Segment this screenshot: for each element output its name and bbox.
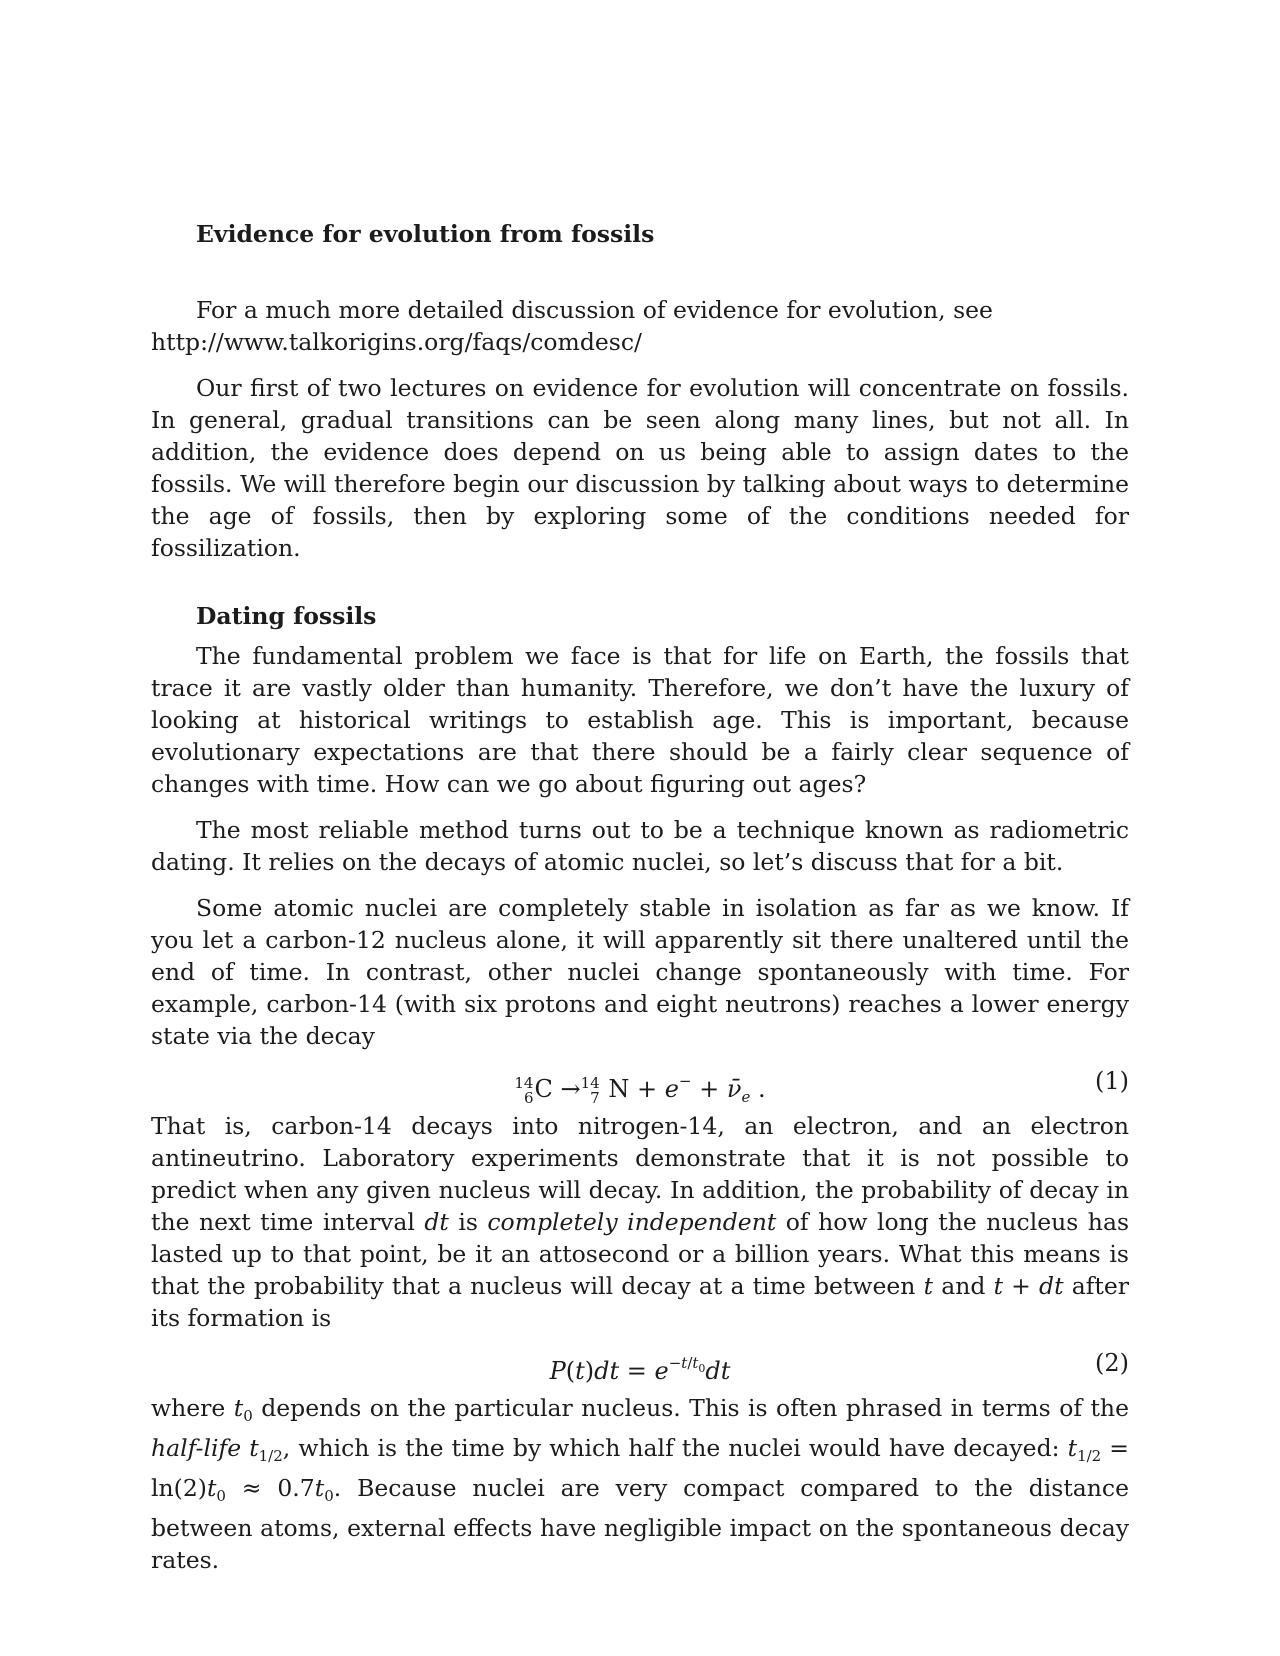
document-body bbox=[151, 218, 1129, 1576]
reference-url: http://www.talkorigins.org/faqs/comdesc/ bbox=[151, 328, 642, 356]
equation-2 bbox=[151, 1342, 1129, 1384]
equation-1-number: (1) bbox=[1095, 1067, 1129, 1095]
probability-equation: $P(t)dt = e^{-t/t_0}dt$ bbox=[549, 1354, 731, 1385]
decay-equation: 14 6 C → 14 7 $N + e^- + \nū_e$ . bbox=[514, 1072, 766, 1107]
halflife-paragraph: where $t_0$ depends on the particular nucleus. This is often phrased in terms of the half-life $t_{1/2}$, which is the time by which half the nuclei would have decayed: $t_{1/2} = \ln(2)t_0 \approx 0.7t_0$. Because nuclei are very compact compared to the distance between atoms, external effects have negligible impact on the spontaneous decay rates. bbox=[151, 1394, 1129, 1574]
equation-1 bbox=[151, 1060, 1129, 1107]
problem-paragraph: The fundamental problem we face is that for life on Earth, the fossils that trace it are vastly older than humanity. Therefore, we don’t have the luxury of looking at historical writings to establish age. This is important, because evolutionary expectations are that there should be a fairly clear sequence of changes with time. How can we go about figuring out ages? bbox=[151, 642, 1129, 798]
main-heading: Evidence for evolution from fossils bbox=[196, 220, 655, 248]
overview-paragraph: Our first of two lectures on evidence for evolution will concentrate on fossils. In general, gradual transitions can be seen along many lines, but not all. In addition, the evidence does depend on us being able to assign dates to the fossils. We will therefore begin our discussion by talking about ways to determine the age of fossils, then by exploring some of the conditions needed for fossilization. bbox=[151, 374, 1129, 562]
decay-paragraph: That is, carbon-14 decays into nitrogen-14, an electron, and an electron antineutrino. Laboratory experiments demonstrate that it is not possible to predict when any given nucleus will decay. In addition, the probability of decay in the next time interval dt is completely independent of how long the nucleus has lasted up to that point, be it an attosecond or a billion years. What this means is that the probability that a nucleus will decay at a time between t and t + dt after its formation is bbox=[151, 1112, 1130, 1332]
method-paragraph: The most reliable method turns out to be a technique known as radiometric dating. It relies on the decays of atomic nuclei, so let’s discuss that for a bit. bbox=[151, 816, 1129, 876]
intro-line: For a much more detailed discussion of evidence for evolution, see bbox=[196, 296, 993, 324]
equation-2-number: (2) bbox=[1095, 1349, 1129, 1377]
nuclei-paragraph: Some atomic nuclei are completely stable in isolation as far as we know. If you let a carbon-12 nucleus alone, it will apparently sit there unaltered until the end of time. In contrast, other nuclei change spontaneously with time. For example, carbon-14 (with six protons and eight neutrons) reaches a lower energy state via the decay bbox=[151, 894, 1129, 1050]
sub-heading: Dating fossils bbox=[196, 602, 377, 630]
